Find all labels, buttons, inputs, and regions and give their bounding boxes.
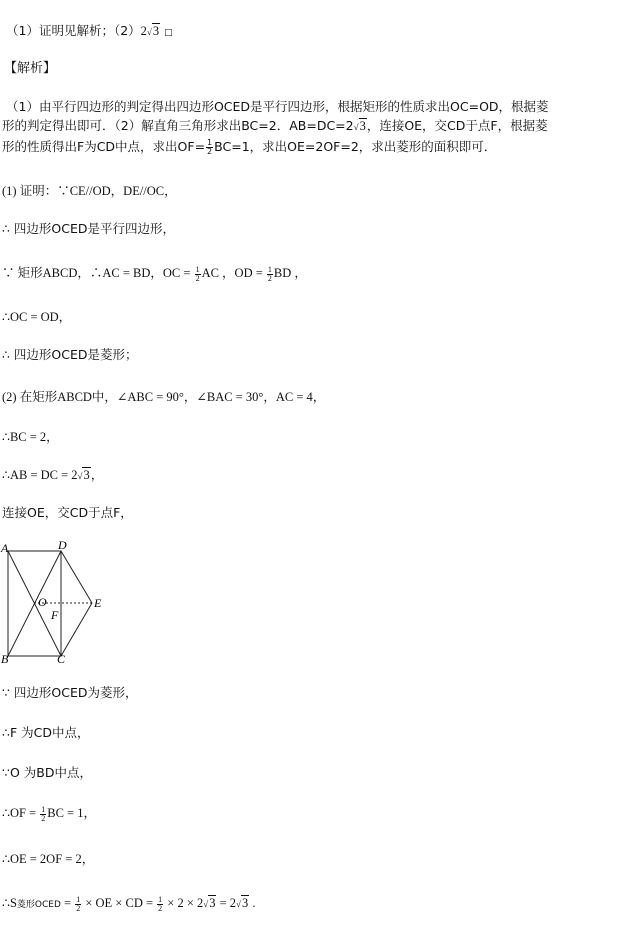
analysis-line-2: 形的判定得出即可．（2）解直角三角形求出BC=2．AB=DC=2√3，连接OE，交CD于点F，根据菱 xyxy=(2,118,548,133)
proof-line-10: ∵ 四边形OCED为菱形， xyxy=(2,685,138,700)
proof-line-9: 连接OE，交CD于点F， xyxy=(2,505,133,520)
proof-line-3: ∵ 矩形ABCD，∴AC = BD，OC = $\frac{1}{2}$ AC ，OD = $\frac{1}{2}$ BD ， xyxy=(2,264,307,283)
answer-text: （1）证明见解析；（2） xyxy=(6,23,141,38)
answer-square-icon: □ xyxy=(164,28,173,38)
proof-line-1: (1) 证明：∵CE//OD，DE//OC， xyxy=(2,184,177,198)
label-E: E xyxy=(94,596,102,610)
proof-line-8: ∴AB = DC = 2√3， xyxy=(2,468,104,482)
proof-line-6: (2) 在矩形ABCD中，∠ABC = 90°，∠BAC = 30°，AC = 4， xyxy=(2,390,326,404)
label-O: O xyxy=(38,595,47,609)
segment-CE xyxy=(61,603,92,656)
label-A: A xyxy=(1,541,9,555)
analysis-line-3: 形的性质得出F为CD中点，求出OF= $\frac{1}{2}$ BC=1，求出OE=2OF=2，求出菱形的面积即可． xyxy=(2,138,497,156)
proof-line-11: ∴F 为CD中点， xyxy=(2,725,90,740)
rhombus-figure xyxy=(0,538,110,663)
proof-line-12: ∵O 为BD中点， xyxy=(2,765,92,780)
answer-line xyxy=(6,22,173,42)
proof-line-5: ∴ 四边形OCED是菱形； xyxy=(2,347,138,362)
label-F: F xyxy=(51,608,59,622)
label-D: D xyxy=(58,538,67,552)
proof-line-4: ∴OC = OD， xyxy=(2,310,72,324)
proof-line-2: ∴ 四边形OCED是平行四边形， xyxy=(2,221,176,236)
proof-line-15: ∴S菱形OCED = $\frac{1}{2}$ × OE × CD = $\frac{1}{2}$ × 2 × 2√3 = 2√3 . xyxy=(2,894,256,913)
proof-line-13: ∴OF = $\frac{1}{2}$ BC = 1， xyxy=(2,804,96,823)
analysis-line-1: （1）由平行四边形的判定得出四边形OCED是平行四边形，根据矩形的性质求出OC=OD，根据菱 xyxy=(6,99,549,114)
label-C: C xyxy=(57,652,66,663)
proof-line-14: ∴OE = 2OF = 2， xyxy=(2,852,95,866)
proof-line-7: ∴BC = 2， xyxy=(2,430,59,444)
section-title: 【解析】 xyxy=(4,61,57,76)
label-B: B xyxy=(1,652,9,663)
segment-DE xyxy=(61,551,92,603)
answer-value: 2√3 xyxy=(140,24,160,38)
